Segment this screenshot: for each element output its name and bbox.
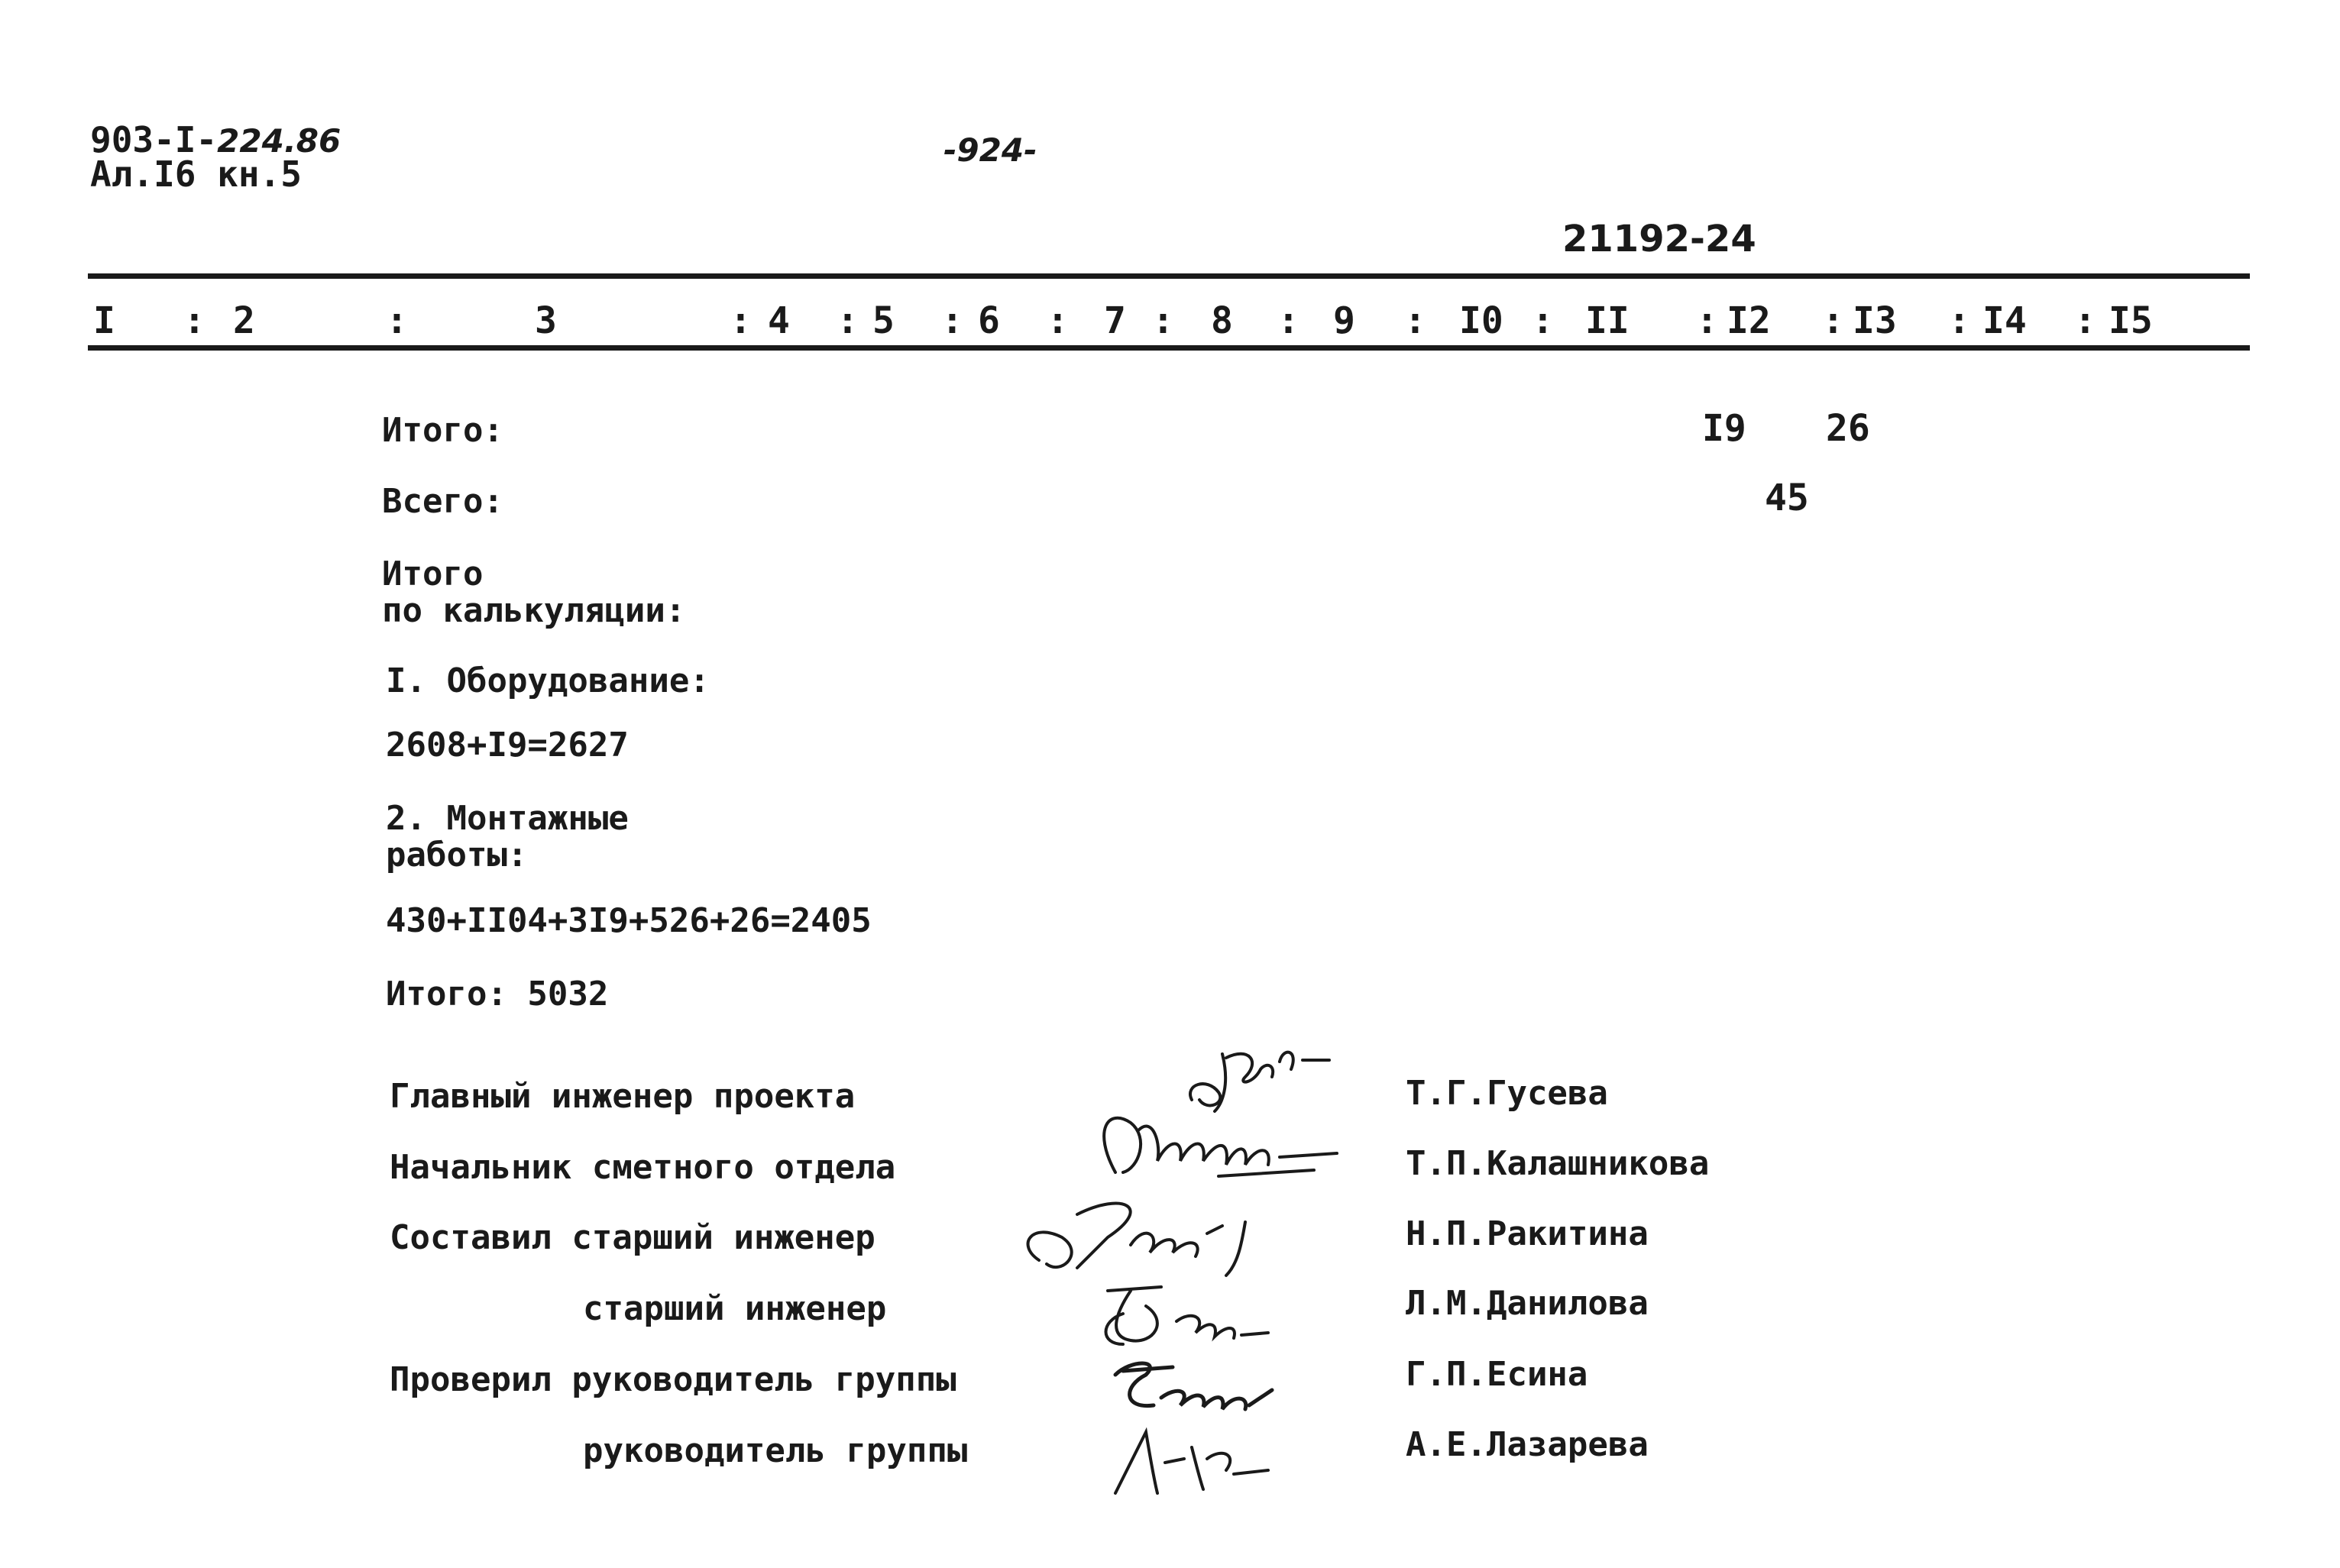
- column-number: 7: [1104, 299, 1126, 342]
- column-separator: :: [730, 299, 752, 342]
- column-number: I0: [1459, 299, 1503, 342]
- column-separator: :: [1696, 299, 1718, 342]
- signer-name: Т.Г.Гусева: [1406, 1074, 1608, 1113]
- itogo-col12-value: I9: [1702, 407, 1746, 450]
- column-number: 9: [1333, 299, 1355, 342]
- column-number: 8: [1211, 299, 1233, 342]
- column-separator: :: [1948, 299, 1970, 342]
- grand-total-line: Итого: 5032: [386, 975, 609, 1014]
- itogo-col13-value: 26: [1826, 407, 1870, 450]
- column-separator: :: [837, 299, 859, 342]
- equipment-label: I. Оборудование:: [386, 661, 710, 700]
- column-separator: :: [2074, 299, 2096, 342]
- column-separator: :: [1822, 299, 1844, 342]
- equipment-formula: 2608+I9=2627: [386, 726, 629, 765]
- column-separator: :: [1532, 299, 1554, 342]
- vsego-label: Всего:: [382, 482, 503, 521]
- signature-mark-lazareva: [1092, 1417, 1291, 1504]
- column-number: I5: [2109, 299, 2153, 342]
- column-number: I: [93, 299, 115, 342]
- document-code-prefix: 903-I-: [90, 119, 218, 160]
- signature-role: Начальник сметного отдела: [390, 1148, 896, 1187]
- signature-mark-danilova: [1085, 1268, 1283, 1355]
- column-separator: :: [1152, 299, 1174, 342]
- calc-total-label: [382, 556, 685, 629]
- column-separator: :: [1047, 299, 1069, 342]
- mounting-label: [386, 800, 629, 874]
- calc-total-label-line2: по калькуляции:: [382, 591, 686, 630]
- album-book-line: Ал.I6 кн.5: [90, 154, 302, 195]
- column-number: I3: [1853, 299, 1897, 342]
- signature-role: руководитель группы: [583, 1431, 968, 1470]
- column-number: 4: [768, 299, 790, 342]
- column-separator: :: [941, 299, 963, 342]
- mounting-label-line1: 2. Монтажные: [386, 799, 629, 838]
- column-number: 5: [872, 299, 895, 342]
- signer-name: Л.М.Данилова: [1406, 1284, 1649, 1323]
- signature-role: Проверил руководитель группы: [390, 1360, 956, 1399]
- calc-total-label-line1: Итого: [382, 554, 484, 593]
- column-number: 3: [535, 299, 557, 342]
- signer-name: Т.П.Калашникова: [1406, 1144, 1710, 1183]
- table-bottom-rule: [88, 345, 2250, 351]
- column-number: I4: [1982, 299, 2027, 342]
- column-separator: :: [1277, 299, 1299, 342]
- signature-role: Главный инженер проекта: [390, 1077, 856, 1116]
- signature-role: Составил старший инженер: [390, 1218, 875, 1257]
- signature-role: старший инженер: [583, 1289, 887, 1328]
- column-separator: :: [1404, 299, 1426, 342]
- signer-name: Н.П.Ракитина: [1406, 1214, 1649, 1253]
- document-code-handwritten: 224.86: [217, 122, 341, 160]
- mounting-formula: 430+II04+3I9+526+26=2405: [386, 901, 872, 940]
- column-number: I2: [1727, 299, 1771, 342]
- table-top-rule: [88, 273, 2250, 279]
- itogo-label: Итого:: [382, 411, 503, 450]
- signer-name: Г.П.Есина: [1406, 1355, 1588, 1394]
- vsego-value: 45: [1765, 477, 1809, 519]
- column-number: 2: [233, 299, 255, 342]
- signer-name: А.Е.Лазарева: [1406, 1425, 1649, 1464]
- inventory-number: 21192-24: [1562, 218, 1756, 260]
- column-separator: :: [183, 299, 206, 342]
- signature-mark-esina: [1100, 1344, 1299, 1424]
- mounting-label-line2: работы:: [386, 836, 528, 875]
- page-number: -924-: [943, 131, 1037, 169]
- signature-mark-kalashnikova: [1085, 1100, 1360, 1187]
- column-number: 6: [978, 299, 1000, 342]
- column-number: II: [1585, 299, 1630, 342]
- column-separator: :: [386, 299, 408, 342]
